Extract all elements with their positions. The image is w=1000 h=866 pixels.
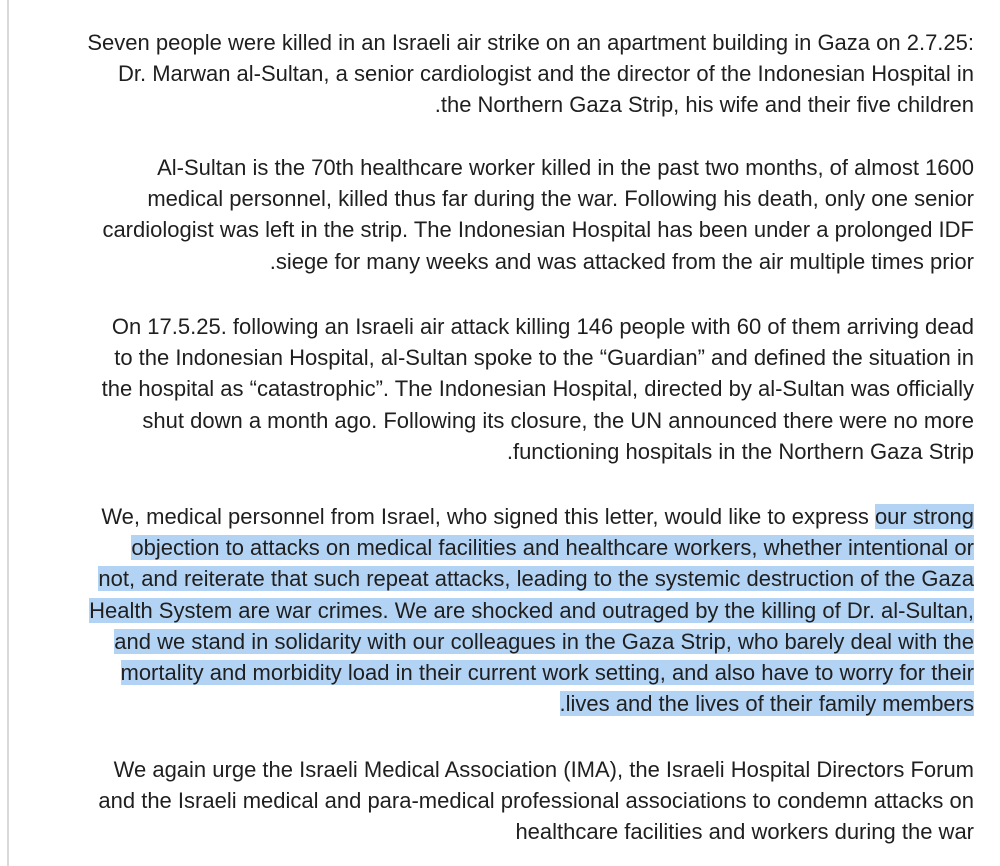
- text-line[interactable]: [30, 688, 974, 719]
- text-line: Al-Sultan is the 70th healthcare worker killed in the past two months, of almost 1600: [157, 155, 974, 180]
- text-line: and the Israeli medical and para-medical professional associations to condemn attacks on: [98, 788, 974, 814]
- selected-text[interactable]: mortality and morbidity load in their current work setting, and also have to worry for their: [120, 659, 974, 685]
- text-line: Seven people were killed in an Israeli air strike on an apartment building in Gaza on 2.7.25:: [87, 30, 974, 55]
- text-line: .the Northern Gaza Strip, his wife and their five children: [434, 92, 974, 118]
- selected-text[interactable]: objection to attacks on medical facilities and healthcare workers, whether intentional or: [131, 535, 974, 561]
- text-line[interactable]: [30, 595, 974, 626]
- text-line: .functioning hospitals in the Northern Gaza Strip: [506, 438, 974, 464]
- text-line[interactable]: [30, 501, 974, 532]
- text-line: We again urge the Israeli Medical Association (IMA), the Israeli Hospital Directors Forum: [113, 757, 974, 782]
- text-line: cardiologist was left in the strip. The Indonesian Hospital has been under a prolonged IDF: [102, 217, 974, 243]
- selected-text[interactable]: Health System are war crimes. We are shocked and outraged by the killing of Dr. al-Sultan,: [89, 597, 974, 623]
- text-line[interactable]: [30, 626, 974, 657]
- text-line: .siege for many weeks and was attacked from the air multiple times prior: [269, 248, 974, 274]
- text-line: healthcare facilities and workers during the war: [515, 819, 974, 845]
- text-line: Dr. Marwan al-Sultan, a senior cardiologist and the director of the Indonesian Hospital in: [117, 61, 974, 87]
- selected-text[interactable]: and we stand in solidarity with our colleagues in the Gaza Strip, who barely deal with the: [114, 628, 974, 654]
- text-line: to the Indonesian Hospital, al-Sultan spoke to the “Guardian” and defined the situation in: [114, 345, 974, 371]
- paragraph-call-to-action: [30, 754, 974, 848]
- paragraph-strike-report: [30, 27, 974, 121]
- text-line[interactable]: [30, 657, 974, 688]
- paragraph-objection-statement: [30, 501, 974, 719]
- text-line: On 17.5.25. following an Israeli air attack killing 146 people with 60 of them arriving dead: [111, 314, 974, 339]
- selected-text[interactable]: .lives and the lives of their family members: [559, 691, 974, 717]
- text-line[interactable]: [30, 563, 974, 594]
- text-line[interactable]: [30, 532, 974, 563]
- selected-text[interactable]: not, and reiterate that such repeat attacks, leading to the systemic destruction of the Gaza: [98, 566, 974, 592]
- text-line: shut down a month ago. Following its closure, the UN announced there were no more: [142, 407, 974, 433]
- paragraph-healthcare-deaths: [30, 152, 974, 277]
- text-line: medical personnel, killed thus far during the war. Following his death, only one senior: [147, 186, 974, 212]
- selected-text[interactable]: our strong: [874, 504, 974, 529]
- left-border: [7, 0, 9, 866]
- text-line: the hospital as “catastrophic”. The Indonesian Hospital, directed by al-Sultan was officially: [101, 376, 974, 402]
- paragraph-hospital-closure: [30, 311, 974, 467]
- plain-text-segment: We, medical personnel from Israel, who signed this letter, would like to express: [101, 504, 875, 529]
